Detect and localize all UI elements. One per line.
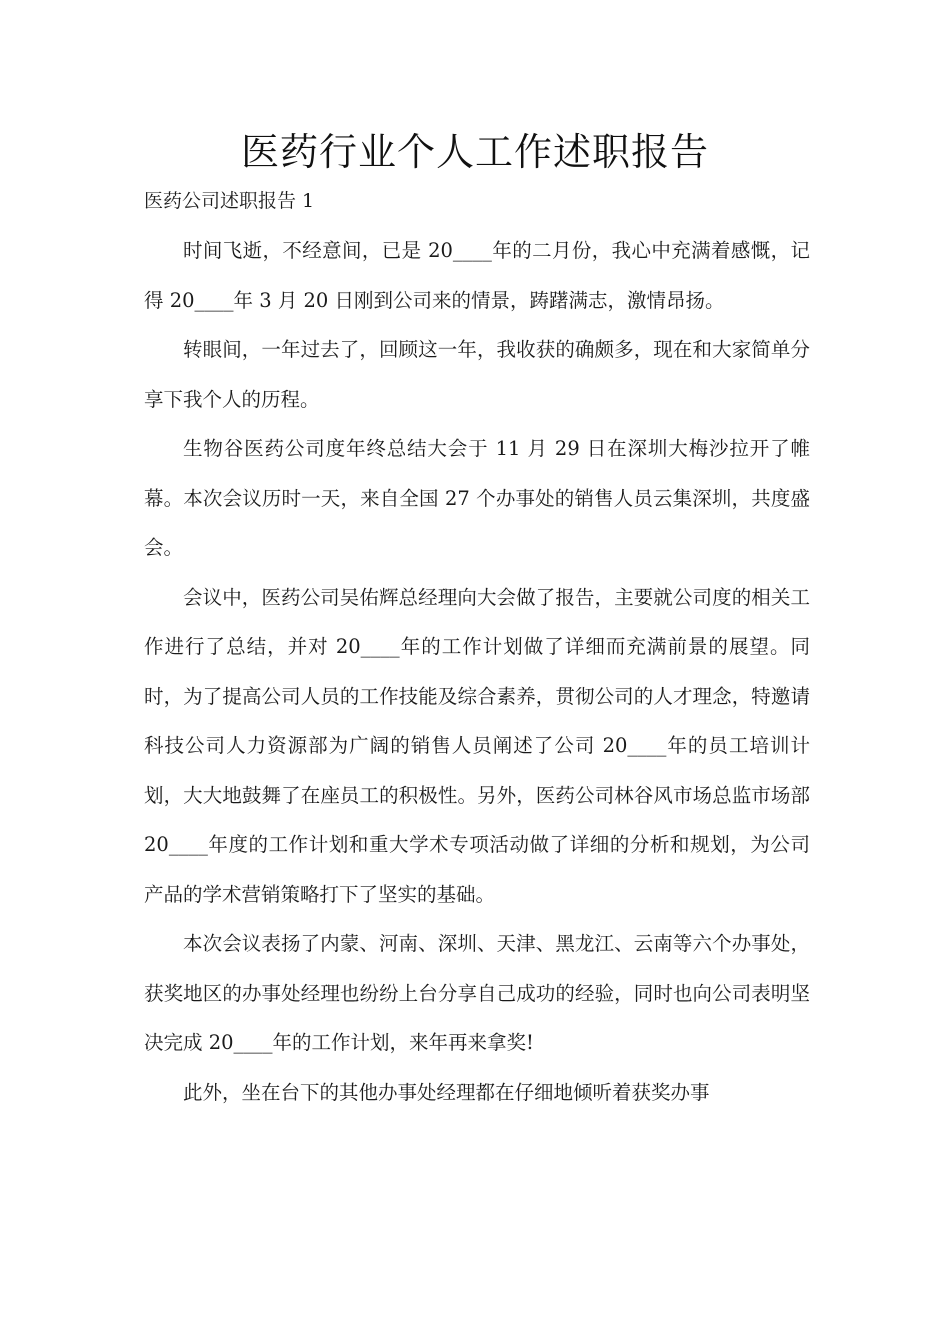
paragraph: 会议中，医药公司吴佑辉总经理向大会做了报告，主要就公司度的相关工作进行了总结，并对 20____年的工作计划做了详细而充满前景的展望。同时，为了提高公司人员的工作技能及综合素养，贯彻公司的人才理念，特邀请科技公司人力资源部为广阔的销售人员阐述了公司 20____年的员工培训计划，大大地鼓舞了在座员工的积极性。另外，医药公司林谷风市场总监市场部 20____年度的工作计划和重大学术专项活动做了详细的分析和规划，为公司产品的学术营销策略打下了坚实的基础。 [144,585,810,906]
paragraph: 转眼间，一年过去了，回顾这一年，我收获的确颇多，现在和大家简单分享下我个人的历程。 [144,338,810,411]
paragraph: 本次会议表扬了内蒙、河南、深圳、天津、黑龙江、云南等六个办事处，获奖地区的办事处经理也纷纷上台分享自己成功的经验，同时也向公司表明坚决完成 20____年的工作计划，来年再来拿奖! [144,932,810,1054]
paragraph: 时间飞逝，不经意间，已是 20____年的二月份，我心中充满着感慨，记得 20____年 3 月 20 日刚到公司来的情景，踌躇满志，激情昂扬。 [144,239,810,312]
document-subtitle: 医药公司述职报告 1 [144,190,315,212]
paragraph: 生物谷医药公司度年终总结大会于 11 月 29 日在深圳大梅沙拉开了帷幕。本次会议历时一天，来自全国 27 个办事处的销售人员云集深圳，共度盛会。 [144,437,810,559]
paragraph: 此外，坐在台下的其他办事处经理都在仔细地倾听着获奖办事 [183,1080,710,1104]
document-body [144,226,810,1117]
document-title: 医药行业个人工作述职报告 [240,130,709,174]
